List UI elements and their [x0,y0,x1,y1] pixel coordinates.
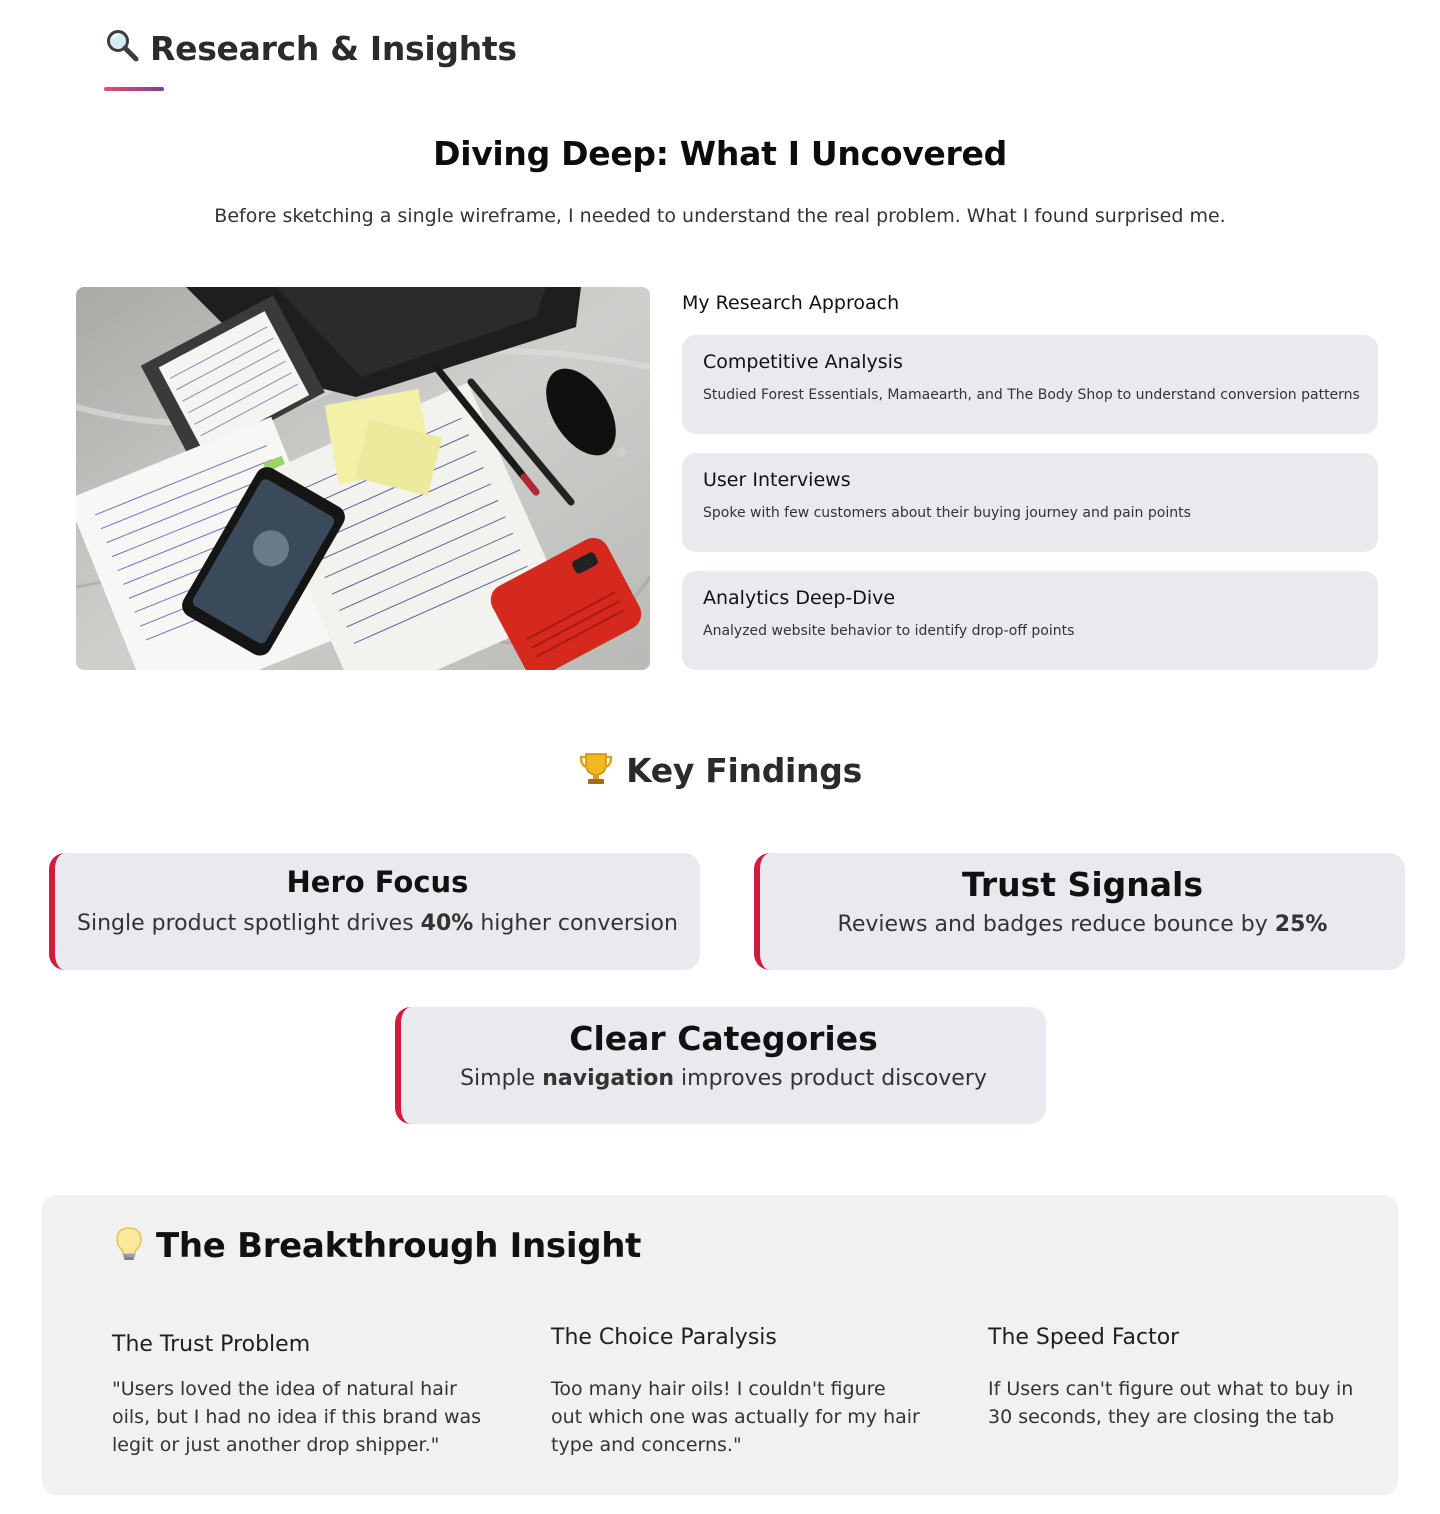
insight-column-speed-factor [988,1325,1358,1431]
finding-card-trust-signals [754,853,1405,970]
finding-card-clear-categories [395,1007,1046,1124]
finding-stat: 25% [1274,912,1328,937]
insight-column-text: If Users can't figure out what to buy in 30 seconds, they are closing the tab [988,1378,1354,1428]
finding-title: Clear Categories [569,1019,878,1058]
research-photo [76,287,650,670]
key-findings-heading [0,750,1440,790]
breakthrough-heading [114,1226,641,1266]
finding-title: Trust Signals [962,865,1203,904]
section-header [104,28,517,68]
lightbulb-icon [114,1226,144,1266]
finding-card-hero-focus [49,853,700,970]
finding-stat: navigation [542,1066,675,1091]
approach-card-desc: Analyzed website behavior to identify drop-off points [703,623,1075,639]
section-title: Research & Insights [150,28,517,68]
insight-column-title: The Choice Paralysis [551,1325,777,1350]
approach-card-title: User Interviews [703,469,851,491]
insight-column-title: The Trust Problem [112,1332,311,1357]
insight-column-choice-paralysis [551,1325,921,1459]
page-headline: Diving Deep: What I Uncovered [433,134,1007,173]
finding-desc: Reviews and badges reduce bounce by 25% [837,912,1328,937]
trophy-icon [578,750,614,790]
key-findings-title: Key Findings [626,750,862,790]
finding-stat: 40% [420,911,474,936]
insight-column-title: The Speed Factor [988,1325,1180,1350]
approach-card-title: Competitive Analysis [703,351,903,373]
research-approach-title: My Research Approach [682,292,900,314]
section-accent-line [104,87,164,91]
finding-title: Hero Focus [286,865,469,899]
finding-desc: Simple navigation improves product discovery [460,1066,987,1091]
breakthrough-title: The Breakthrough Insight [156,1226,642,1266]
intro-text: Before sketching a single wireframe, I needed to understand the real problem. What I found surprised me. [214,205,1226,227]
approach-card-desc: Studied Forest Essentials, Mamaearth, and The Body Shop to understand conversion patterns [703,387,1360,403]
approach-card-competitive-analysis [682,335,1378,434]
insight-column-trust-problem [112,1332,482,1459]
approach-card-desc: Spoke with few customers about their buying journey and pain points [703,505,1191,521]
approach-card-title: Analytics Deep-Dive [703,587,896,609]
approach-card-user-interviews [682,453,1378,552]
insight-column-text: "Users loved the idea of natural hair oils, but I had no idea if this brand was legit or just another drop shipper." [112,1378,482,1456]
finding-desc: Single product spotlight drives 40% higher conversion [77,911,678,936]
magnifying-glass-icon [104,28,140,68]
insight-column-text: Too many hair oils! I couldn't figure out which one was actually for my hair type and concerns." [551,1378,920,1456]
approach-card-analytics [682,571,1378,670]
